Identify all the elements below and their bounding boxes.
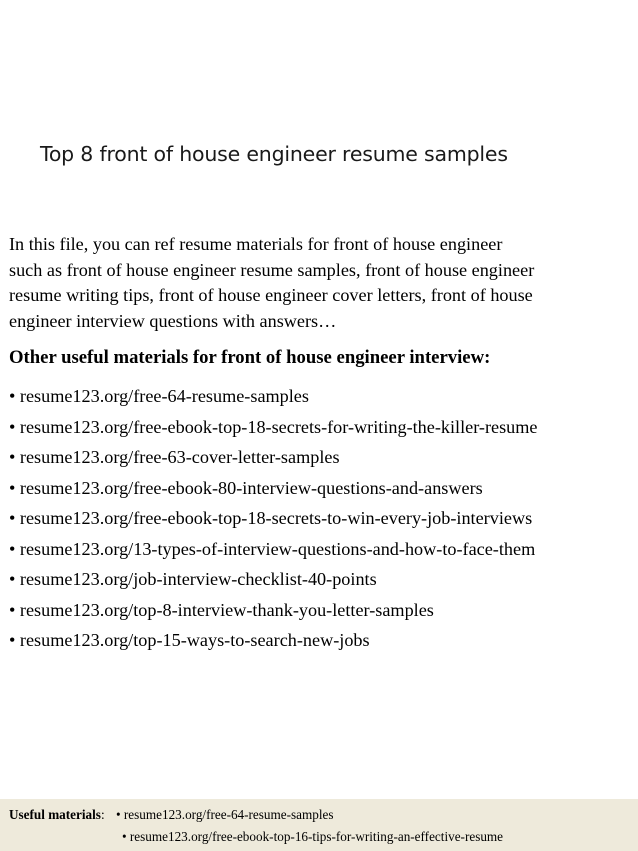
materials-link[interactable]: • resume123.org/free-64-resume-samples <box>9 386 309 406</box>
intro-paragraph <box>9 232 635 334</box>
materials-link[interactable]: • resume123.org/13-types-of-interview-questions-and-how-to-face-them <box>9 538 536 559</box>
materials-link[interactable]: • resume123.org/top-8-interview-thank-you-letter-samples <box>9 599 434 620</box>
page-title: Top 8 front of house engineer resume samples <box>40 142 508 166</box>
materials-link[interactable]: • resume123.org/free-ebook-80-interview-questions-and-answers <box>9 477 483 498</box>
materials-heading: Other useful materials for front of house engineer interview: <box>9 347 491 368</box>
materials-link[interactable]: • resume123.org/free-63-cover-letter-samples <box>9 447 340 467</box>
intro-line: resume writing tips, front of house engineer cover letters, front of house <box>9 285 533 305</box>
materials-link[interactable]: • resume123.org/top-15-ways-to-search-new-jobs <box>9 630 370 650</box>
materials-link-list <box>9 381 538 656</box>
footer-bar <box>0 799 638 851</box>
footer-link[interactable]: • resume123.org/free-64-resume-samples <box>116 807 334 822</box>
intro-line: In this file, you can ref resume materials for front of house engineer <box>9 234 503 254</box>
footer-label <box>9 807 105 823</box>
footer-separator: : <box>100 807 105 822</box>
materials-link[interactable]: • resume123.org/job-interview-checklist-40-points <box>9 569 377 589</box>
intro-line: such as front of house engineer resume samples, front of house engineer <box>9 259 535 280</box>
footer-link[interactable]: • resume123.org/free-ebook-top-16-tips-for-writing-an-effective-resume <box>122 829 504 844</box>
materials-link[interactable]: • resume123.org/free-ebook-top-18-secrets-for-writing-the-killer-resume <box>9 416 538 437</box>
footer-label-text: Useful materials <box>9 807 101 822</box>
materials-link[interactable]: • resume123.org/free-ebook-top-18-secrets-to-win-every-job-interviews <box>9 508 533 528</box>
intro-line: engineer interview questions with answers… <box>9 310 337 331</box>
